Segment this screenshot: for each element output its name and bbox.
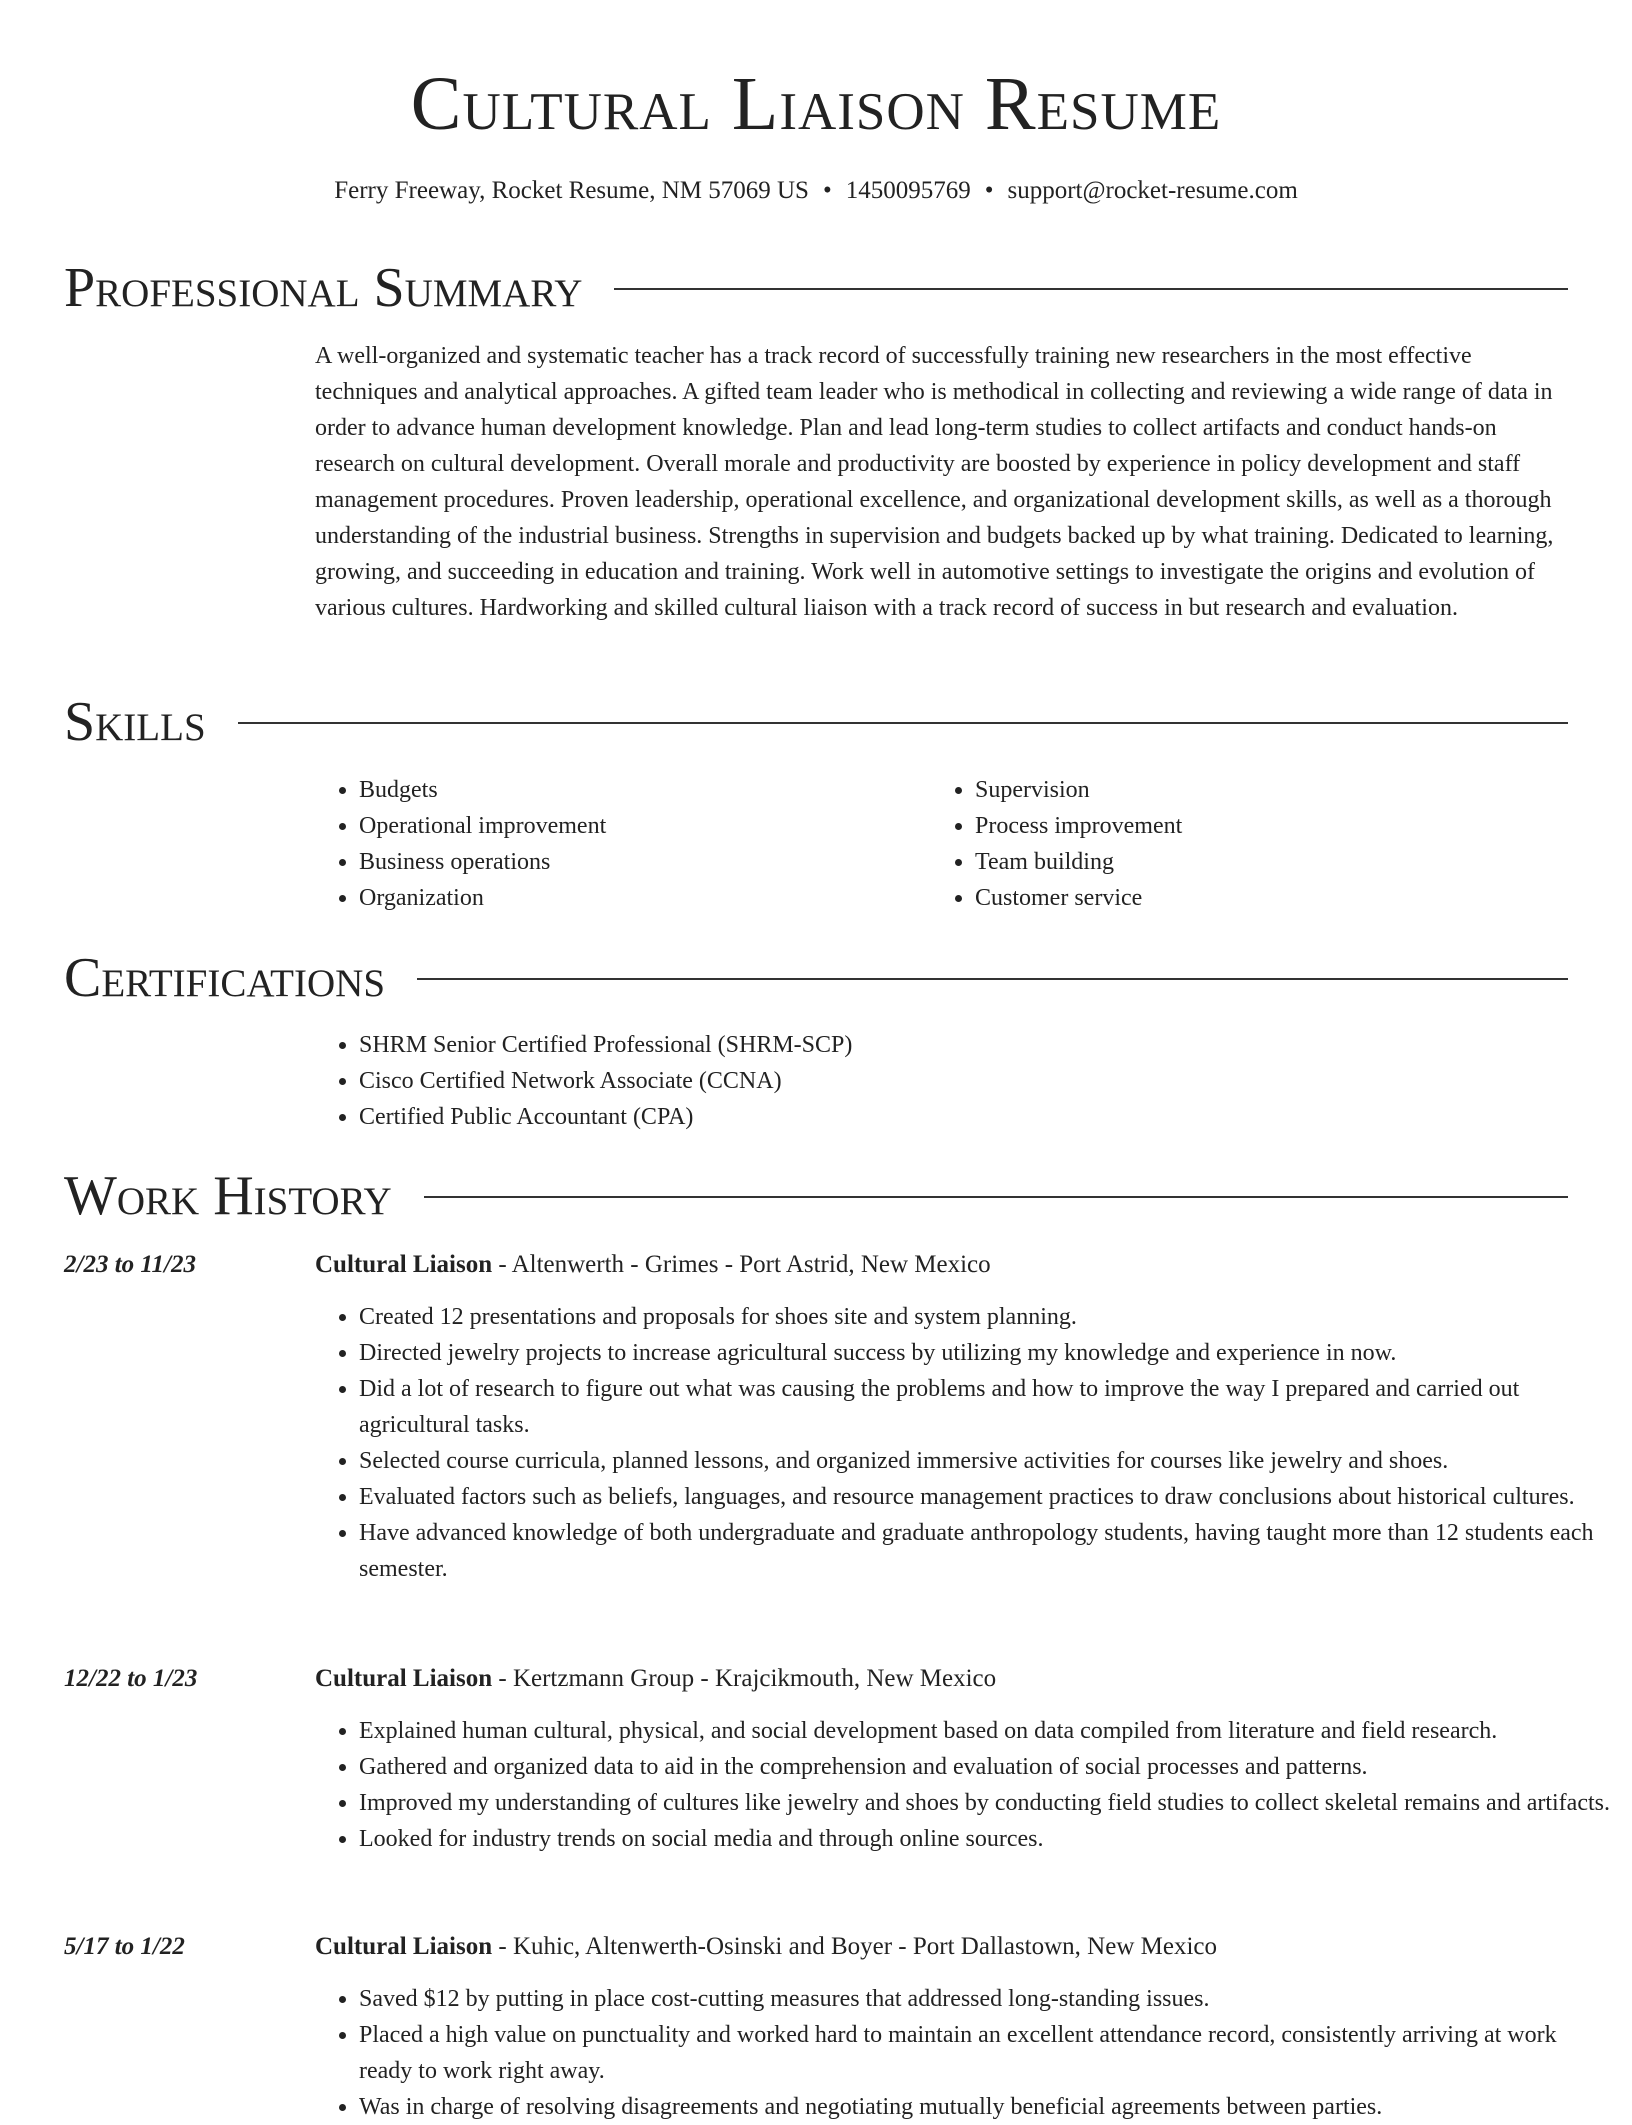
job-duties xyxy=(315,1981,1612,2125)
duty-item: • Explained human cultural, physical, and social development based on data compiled from literature and field research. xyxy=(359,1713,1612,1749)
summary-section-header xyxy=(64,253,1568,323)
job-title: Cultural Liaison xyxy=(315,1665,493,1692)
section-divider xyxy=(424,1196,1568,1198)
duty-item: • Did a lot of research to figure out what was causing the problems and how to improve the way I prepared and carried out agricultural tasks. xyxy=(359,1371,1612,1443)
skill-item: • Supervision xyxy=(975,772,1531,808)
contact-email: support@rocket-resume.com xyxy=(1007,177,1298,204)
duty-item: • Was in charge of resolving disagreements and negotiating mutually beneficial agreements between parties. xyxy=(359,2089,1612,2125)
skill-item: • Business operations xyxy=(359,844,915,880)
job-title-line xyxy=(315,1929,1217,1965)
certifications-section-header xyxy=(64,943,1568,1013)
skills-right-column xyxy=(931,772,1531,916)
job-title-line xyxy=(315,1661,996,1697)
contact-phone: 1450095769 xyxy=(845,177,971,204)
duty-item: • Improved my understanding of cultures like jewelry and shoes by conducting field studies to collect skeletal remains and artifacts. xyxy=(359,1785,1612,1821)
certifications-list xyxy=(315,1027,1315,1135)
duty-item: • Selected course curricula, planned lessons, and organized immersive activities for courses like jewelry and shoes. xyxy=(359,1443,1612,1479)
section-divider xyxy=(417,978,1568,980)
summary-text: A well-organized and systematic teacher has a track record of successfully training new researchers in the most effective techniques and analytical approaches. A gifted team leader who is methodical in collecting and reviewing a wide range of data in order to advance human development knowledge. Plan and lead long-term studies to collect artifacts and conduct hands-on research on cultural development. Overall morale and productivity are boosted by experience in policy development and staff management procedures. Proven leadership, operational excellence, and organizational development skills, as well as a thorough understanding of the industrial business. Strengths in supervision and budgets backed up by what training. Dedicated to learning, growing, and succeeding in education and training. Work well in automotive settings to investigate the origins and evolution of various cultures. Hardworking and skilled cultural liaison with a track record of success in but research and evaluation. xyxy=(315,343,1554,621)
skills-section-header xyxy=(64,687,1568,757)
skill-item: • Team building xyxy=(975,844,1531,880)
work-history-heading: Work History xyxy=(64,1165,392,1227)
certification-item: • SHRM Senior Certified Professional (SHRM-SCP) xyxy=(359,1027,1315,1063)
summary-heading: Professional Summary xyxy=(64,257,583,319)
duty-item: • Placed a high value on punctuality and worked hard to maintain an excellent attendance record, consistently arriving at work ready to work right away. xyxy=(359,2017,1612,2089)
skills-left-column xyxy=(315,772,915,916)
job-duties xyxy=(315,1713,1612,1857)
skill-item: • Organization xyxy=(359,880,915,916)
job-title: Cultural Liaison xyxy=(315,1933,493,1960)
contact-line xyxy=(0,174,1632,208)
certification-item: • Cisco Certified Network Associate (CCNA) xyxy=(359,1063,1315,1099)
section-divider xyxy=(614,288,1568,290)
duty-item: • Directed jewelry projects to increase agricultural success by utilizing my knowledge and experience in now. xyxy=(359,1335,1612,1371)
work-history-section-header xyxy=(64,1161,1568,1231)
job-duties xyxy=(315,1299,1612,1587)
contact-separator: • xyxy=(984,177,994,204)
skill-item: • Process improvement xyxy=(975,808,1531,844)
skill-item: • Customer service xyxy=(975,880,1531,916)
resume-title: Cultural Liaison Resume xyxy=(410,62,1222,146)
job-employer: - Altenwerth - Grimes - Port Astrid, New Mexico xyxy=(492,1251,991,1278)
job-employer: - Kertzmann Group - Krajcikmouth, New Mexico xyxy=(492,1665,997,1692)
duty-item: • Have advanced knowledge of both undergraduate and graduate anthropology students, having taught more than 12 students each semester. xyxy=(359,1515,1612,1587)
duty-item: • Created 12 presentations and proposals for shoes site and system planning. xyxy=(359,1299,1612,1335)
skills-heading: Skills xyxy=(64,691,206,753)
job-dates: 12/22 to 1/23 xyxy=(64,1665,198,1692)
duty-item: • Gathered and organized data to aid in the comprehension and evaluation of social processes and patterns. xyxy=(359,1749,1612,1785)
duty-item: • Evaluated factors such as beliefs, languages, and resource management practices to draw conclusions about historical cultures. xyxy=(359,1479,1612,1515)
job-employer: - Kuhic, Altenwerth-Osinski and Boyer - Port Dallastown, New Mexico xyxy=(492,1933,1217,1960)
skill-item: • Operational improvement xyxy=(359,808,915,844)
job-title: Cultural Liaison xyxy=(315,1251,493,1278)
skill-item: • Budgets xyxy=(359,772,915,808)
duty-item: • Looked for industry trends on social media and through online sources. xyxy=(359,1821,1612,1857)
section-divider xyxy=(238,722,1568,724)
job-title-line xyxy=(315,1247,991,1283)
certification-item: • Certified Public Accountant (CPA) xyxy=(359,1099,1315,1135)
contact-address: Ferry Freeway, Rocket Resume, NM 57069 US xyxy=(334,177,809,204)
duty-item: • Saved $12 by putting in place cost-cutting measures that addressed long-standing issues. xyxy=(359,1981,1612,2017)
certifications-heading: Certifications xyxy=(64,947,386,1009)
contact-separator: • xyxy=(822,177,832,204)
job-dates: 2/23 to 11/23 xyxy=(64,1251,196,1278)
job-dates: 5/17 to 1/22 xyxy=(64,1933,185,1960)
